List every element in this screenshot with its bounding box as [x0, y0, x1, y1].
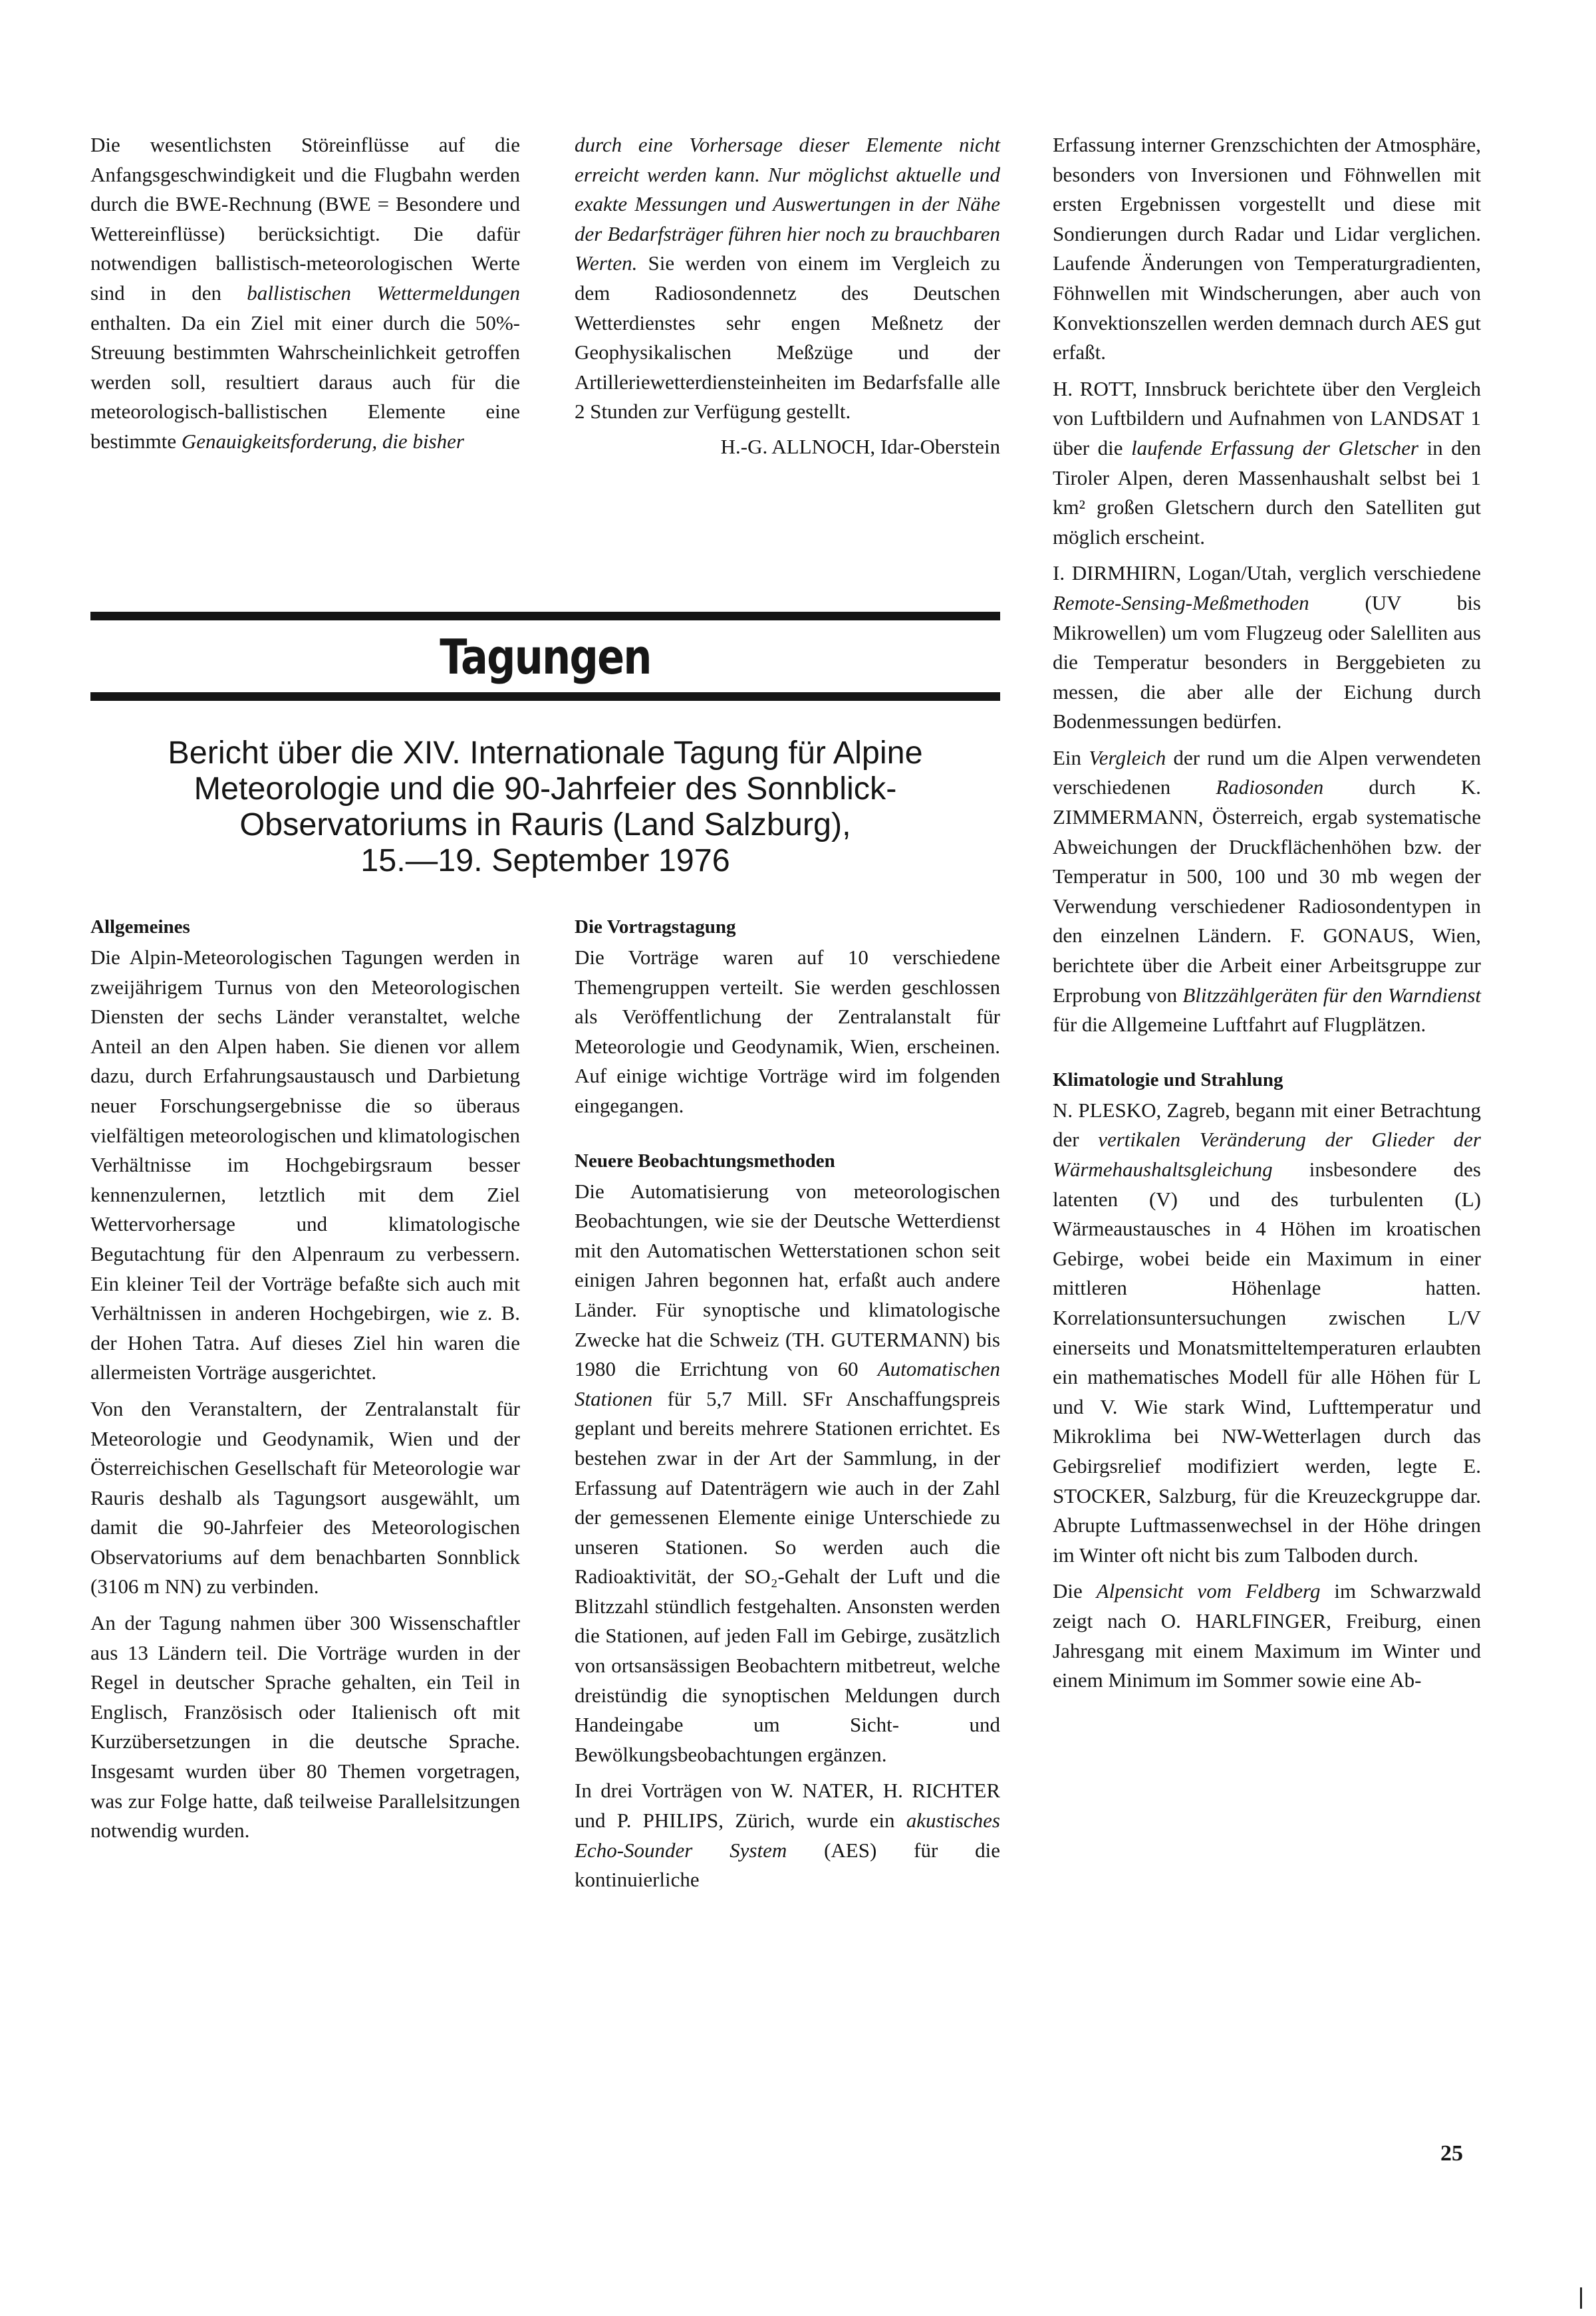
text-run: der rund um die Alpen verwendeten verschiedenen [1053, 745, 1481, 799]
italic-phrase: durch eine Vorhersage dieser Elemente nicht erreicht werden kann. Nur möglichst aktuelle und exakte Messungen und Auswertungen in der Nähe der Bedarfsträger führen hier noch zu brauchbaren Werten. [575, 133, 1000, 275]
text-run: I. DIRMHIRN, Logan/Utah, verglich verschiedene [1053, 561, 1481, 585]
top-left-paragraph [90, 130, 520, 457]
paragraph [575, 1177, 1000, 1770]
text-run: An der Tagung nahmen über 300 Wissenschaftler aus 13 Ländern teil. Die Vorträge wurden in der Regel in deutscher Sprache gehalten, ein Teil in Englisch, Französisch oder Italienisch oft mit Kurzübersetzungen in die deutsche Sprache. Insgesamt wurden über 80 Themen vorgetragen, was zur Folge hatte, daß teilweise Parallelsitzungen notwendig wurden. [90, 1611, 520, 1843]
article-right-column [1053, 130, 1481, 1696]
italic-phrase: Vergleich [1089, 745, 1166, 769]
text-run: Sie werden von einem im Vergleich zu dem Radiosondennetz des Deutschen Wetterdienstes sehr engen Meßnetz der Geophysikalischen Meßzüge und der Artilleriewetterdiensteinheiten im Bedarfsfalle alle 2 Stunden zur Verfügung gestellt. [575, 251, 1000, 424]
page-number: 25 [1440, 2141, 1463, 2166]
heading-klimatologie: Klimatologie und Strahlung [1053, 1069, 1283, 1091]
text-run: Die [1053, 1579, 1097, 1603]
scan-mark-bottom [1580, 2287, 1582, 2309]
paragraph [90, 943, 520, 1388]
paragraph [90, 1394, 520, 1602]
heading-beobachtungsmethoden: Neuere Beobachtungsmethoden [575, 1150, 835, 1172]
text-run: insbesondere des latenten (V) und des turbulenten (L) Wärmeaustausches in 4 Höhen im kroatischen Gebirge, wobei beide ein Maximum in einer mittleren Höhenlage hatten. Korrelationsuntersuchungen zwischen L/V einerseits und Monatsmitteltemperaturen erlaubten ein mathematisches Modell für alle Höhen für L und V. Wie stark Wind, Lufttemperatur und Mikroklima bei NW-Wetterlagen durch das Gebirgsrelief modifiziert werden, legte E. STOCKER, Salzburg, für die Kreuzeckgruppe dar. Abrupte Luftmassenwechsel in der Höhe dringen im Winter oft nicht bis zum Talboden durch. [1053, 1158, 1481, 1567]
headline-line-2: Meteorologie und die 90-Jahrfeier des Sonnblick- [194, 771, 897, 807]
heading-vortragstagung: Die Vortragstagung [575, 916, 736, 938]
text-run: Die Vorträge waren auf 10 verschiedene Themengruppen verteilt. Sie werden geschlossen als Veröffentlichung der Zentralanstalt für Meteorologie und Geodynamik, Wien, erscheinen. Auf einige wichtige Vorträge wird im folgenden eingegangen. [575, 946, 1000, 1117]
text-run: im Schwarzwald zeigt nach O. HARLFINGER, Freiburg, einen Jahresgang mit einem Maximum im Winter und einem Minimum im Sommer sowie eine Ab- [1053, 1579, 1481, 1692]
text-run: Von den Veranstaltern, der Zentralanstalt für Meteorologie und Geodynamik, Wien und der Österreichischen Gesellschaft für Meteorologie war Rauris deshalb als Tagungsort ausgewählt, um damit die 90-Jahrfeier des Meteorologischen Observatoriums auf dem benachbarten Sonnblick (3106 m NN) zu verbinden. [90, 1396, 520, 1599]
section-rule-top [90, 612, 1000, 620]
paragraph [1053, 1577, 1481, 1695]
article-left-column [90, 912, 520, 1846]
top-mid-column [575, 130, 1000, 462]
paragraph [575, 1776, 1000, 1894]
paragraph [1053, 1096, 1481, 1571]
headline-line-4: 15.—19. September 1976 [360, 842, 730, 878]
text-run: In drei Vorträgen von W. NATER, H. RICHTER und P. PHILIPS, Zürich, wurde ein [575, 1779, 1000, 1833]
text-run: für 5,7 Mill. SFr Anschaffungspreis geplant und bereits mehrere Stationen errichtet. Es bestehen zwar in der Art der Sammlung, in der Erfassung auf Datenträgern wie auch in der Zahl der gemessenen Elemente einige Unterschiede zu unseren Stationen. So werden auch die Radioaktivität, der SO₂-Gehalt der Luft und die Blitzzahl stündlich festgehalten. Ansonsten werden die Stationen, auf jeden Fall im Gebirge, zusätzlich von ortsansässigen Beobachtern mitbetreut, welche dreistündig die synoptischen Meldungen durch Handeingabe um Sicht- und Bewölkungsbeobachtungen ergänzen. [575, 1386, 1000, 1766]
text-run: für die Allgemeine Luftfahrt auf Flugplätzen. [1053, 1013, 1426, 1037]
italic-phrase: Radiosonden [1216, 775, 1324, 799]
text-run: H. ROTT, Innsbruck berichtete über den Vergleich von Luftbildern und Aufnahmen von LANDSAT 1 über die [1053, 376, 1481, 459]
text-run: durch K. ZIMMERMANN, Österreich, ergab systematische Abweichungen der Druckflächenhöhen bzw. der Temperatur in 500, 100 und 30 mb wegen der Verwendung verschiedener Radiosondentypen in den einzelnen Ländern. F. GONAUS, Wien, berichtete über die Arbeit einer Arbeitsgruppe zur Erprobung von [1053, 775, 1481, 1007]
paragraph [1053, 559, 1481, 737]
paragraph [575, 943, 1000, 1121]
italic-phrase: laufende Erfassung der Gletscher [1131, 436, 1419, 459]
italic-phrase: Genauigkeitsforderung, die bisher [181, 429, 464, 453]
text-run: (AES) für die kontinuierliche [575, 1838, 1000, 1892]
article-headline [90, 735, 1000, 878]
italic-phrase: Automatischen Stationen [575, 1357, 1000, 1410]
paragraph [90, 1608, 520, 1846]
text-run: Erfassung interner Grenzschichten der Atmosphäre, besonders von Inversionen und Föhnwellen mit ersten Ergebnissen vorgestellt und diese mit Sondierungen durch Radar und Lidar verglichen. Laufende Änderungen von Temperaturgradienten, Föhnwellen mit Windscherungen, aber auch von Konvektionszellen werden demnach durch AES gut erfaßt. [1053, 133, 1481, 364]
text-run: Die wesentlichsten Störeinflüsse auf die Anfangsgeschwindigkeit und die Flugbahn werden durch die BWE-Rechnung (BWE = Besondere und Wettereinflüsse) berücksichtigt. Die dafür notwendigen ballistisch-meteorologischen Werte sind in den [90, 133, 520, 305]
top-mid-paragraph [575, 130, 1000, 427]
headline-line-3: Observatoriums in Rauris (Land Salzburg), [239, 807, 851, 842]
headline-line-1: Bericht über die XIV. Internationale Tagung für Alpine [168, 735, 923, 771]
author-signature: H.-G. ALLNOCH, Idar-Oberstein [720, 434, 1000, 458]
italic-phrase: Alpensicht vom Feldberg [1096, 1579, 1321, 1603]
section-title: Tagungen [440, 629, 651, 685]
italic-phrase: Blitzzählgeräten für den Warndienst [1182, 983, 1481, 1007]
italic-phrase: vertikalen Veränderung der Glieder der Wärmehaushaltsgleichung [1053, 1128, 1481, 1181]
article-mid-column [575, 912, 1000, 1895]
text-run: Die Automatisierung von meteorologischen Beobachtungen, wie sie der Deutsche Wetterdienst mit den Automatischen Wetterstationen schon seit einigen Jahren begonnen hat, erfaßt auch andere Länder. Für synoptische und klimatologische Zwecke hat die Schweiz (TH. GUTERMANN) bis 1980 die Errichtung von 60 [575, 1179, 1000, 1381]
paragraph [1053, 743, 1481, 1040]
text-run: in den Tiroler Alpen, deren Massenhaushalt selbst bei 1 km² großen Gletschern durch den Satelliten gut möglich erscheint. [1053, 436, 1481, 549]
italic-phrase: Remote-Sensing-Meßmethoden [1053, 590, 1309, 614]
italic-phrase: akustisches Echo-Sounder System [575, 1809, 1000, 1862]
text-run: Die Alpin-Meteorologischen Tagungen werden in zweijährigem Turnus von den Meteorologischen Diensten der sechs Länder veranstaltet, welche Anteil an den Alpen haben. Sie dienen vor allem dazu, durch Erfahrungsaustausch und Darbietung neuer Forschungsergebnisse die so überaus vielfältigen meteorologischen und klimatologischen Verhältnisse im Hochgebirgsraum besser kennenzulernen, letztlich mit dem Ziel Wettervorhersage und klimatologische Begutachtung für den Alpenraum zu verbessern. Ein kleiner Teil der Vorträge befaßte sich auch mit Verhältnissen in anderen Hochgebirgen, wie z. B. der Hohen Tatra. Auf dieses Ziel hin waren die allermeisten Vorträge ausgerichtet. [90, 946, 520, 1384]
heading-allgemeines: Allgemeines [90, 916, 190, 938]
paragraph [1053, 374, 1481, 553]
top-left-column [90, 130, 520, 457]
text-run: enthalten. Da ein Ziel mit einer durch die 50%-Streuung bestimmten Wahrscheinlichkeit getroffen werden soll, resultiert daraus auch für die meteorologisch-ballistischen Elemente eine bestimmte [90, 311, 520, 453]
italic-phrase: ballistischen Wettermeldungen [247, 281, 520, 305]
text-run: Ein [1053, 745, 1089, 769]
section-rule-bottom [90, 692, 1000, 701]
paragraph [1053, 130, 1481, 368]
text-run: N. PLESKO, Zagreb, begann mit einer Betrachtung der [1053, 1098, 1481, 1152]
text-run: (UV bis Mikrowellen) um vom Flugzeug oder Salelliten aus die Temperatur besonders in Berggebieten zu messen, die aber alle der Eichung durch Bodenmessungen bedürfen. [1053, 590, 1481, 733]
